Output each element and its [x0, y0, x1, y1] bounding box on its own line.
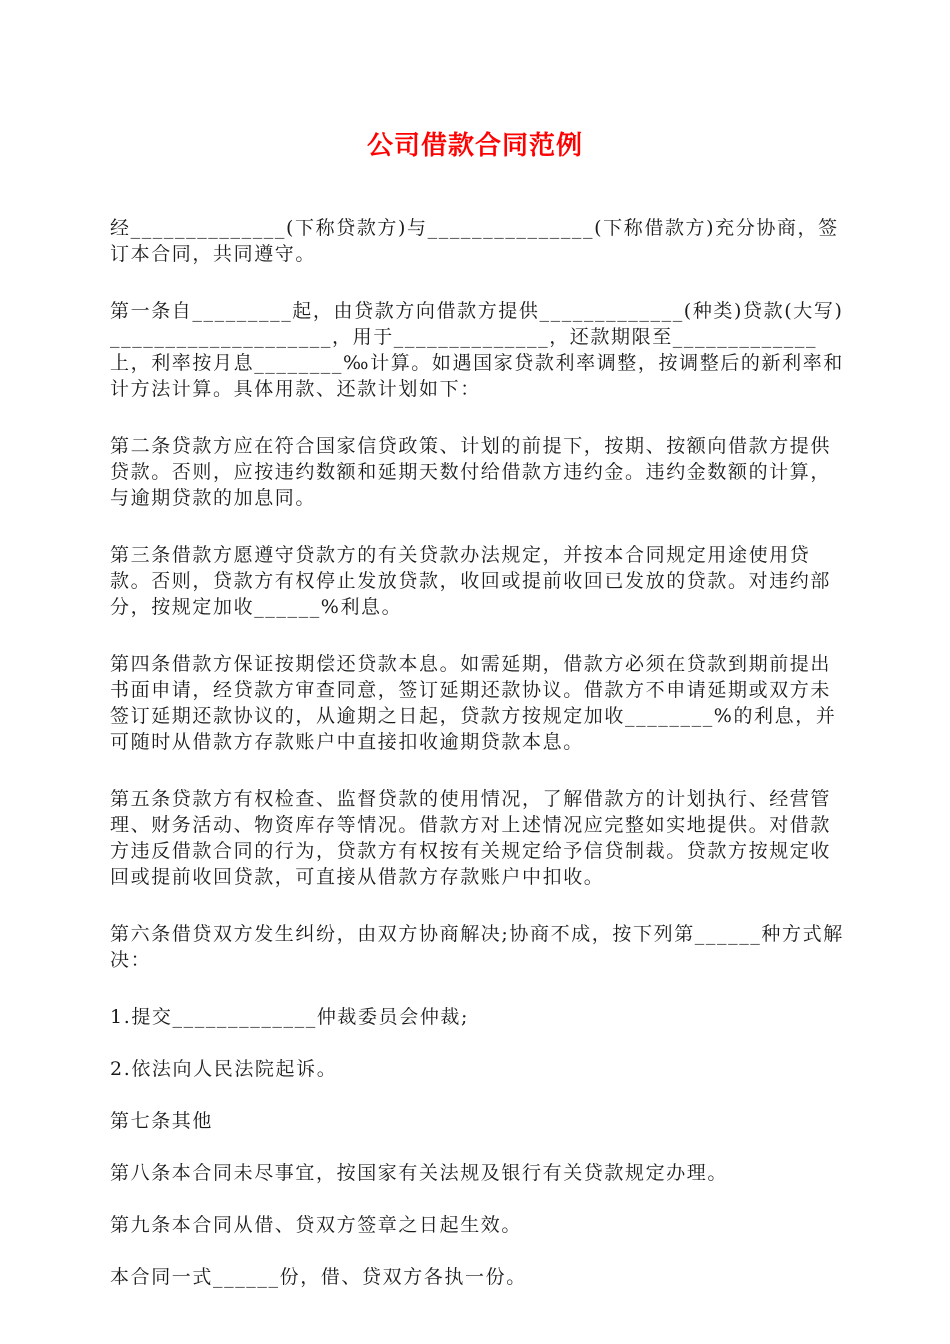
document-body: [110, 215, 845, 1290]
paragraph-article-5: 第五条贷款方有权检查、监督贷款的使用情况，了解借款方的计划执行、经营管理、财务活动、物资库存等情况。借款方对上述情况应完整如实地提供。对借款方违反借款合同的行为，贷款方有权按有关规定给予信贷制裁。贷款方按规定收回或提前收回贷款，可直接从借款方存款账户中扣收。: [110, 788, 832, 888]
paragraph-article-8: 第八条本合同未尽事宜，按国家有关法规及银行有关贷款规定办理。: [110, 1162, 729, 1184]
paragraph-copies: 本合同一式______份，借、贷双方各执一份。: [110, 1266, 527, 1288]
paragraph-article-9: 第九条本合同从借、贷双方签章之日起生效。: [110, 1214, 523, 1236]
paragraph-article-7: 第七条其他: [110, 1110, 214, 1132]
paragraph-option-2: 2.依法向人民法院起诉。: [110, 1058, 338, 1080]
document-title: 公司借款合同范例: [366, 131, 583, 161]
paragraph-option-1: 1.提交_____________仲裁委员会仲裁;: [110, 1006, 470, 1028]
paragraph-intro: 经______________(下称贷款方)与_______________(下称借款方)充分协商，签订本合同，共同遵守。: [110, 217, 839, 265]
paragraph-article-1: 第一条自_________起，由贷款方向借款方提供_____________(种类)贷款(大写)____________________，用于______________，还款期限至_____________上，利率按月息________‰计算。如遇国家贷款利率调整，按调整后的新利率和计方法计算。具体用款、还款计划如下：: [110, 300, 844, 400]
paragraph-article-6: 第六条借贷双方发生纠纷，由双方协商解决;协商不成，按下列第______种方式解决：: [110, 923, 844, 971]
paragraph-article-4: 第四条借款方保证按期偿还贷款本息。如需延期，借款方必须在贷款到期前提出书面申请，经贷款方审查同意，签订延期还款协议。借款方不申请延期或双方未签订延期还款协议的，从逾期之日起，贷款方按规定加收________%的利息，并可随时从借款方存款账户中直接扣收逾期贷款本息。: [110, 653, 837, 753]
paragraph-article-2: 第二条贷款方应在符合国家信贷政策、计划的前提下，按期、按额向借款方提供贷款。否则，应按违约数额和延期天数付给借款方违约金。违约金数额的计算，与逾期贷款的加息同。: [110, 435, 832, 509]
paragraph-article-3: 第三条借款方愿遵守贷款方的有关贷款办法规定，并按本合同规定用途使用贷款。否则，贷款方有权停止发放贷款，收回或提前收回已发放的贷款。对违约部分，按规定加收______%利息。: [110, 544, 832, 618]
